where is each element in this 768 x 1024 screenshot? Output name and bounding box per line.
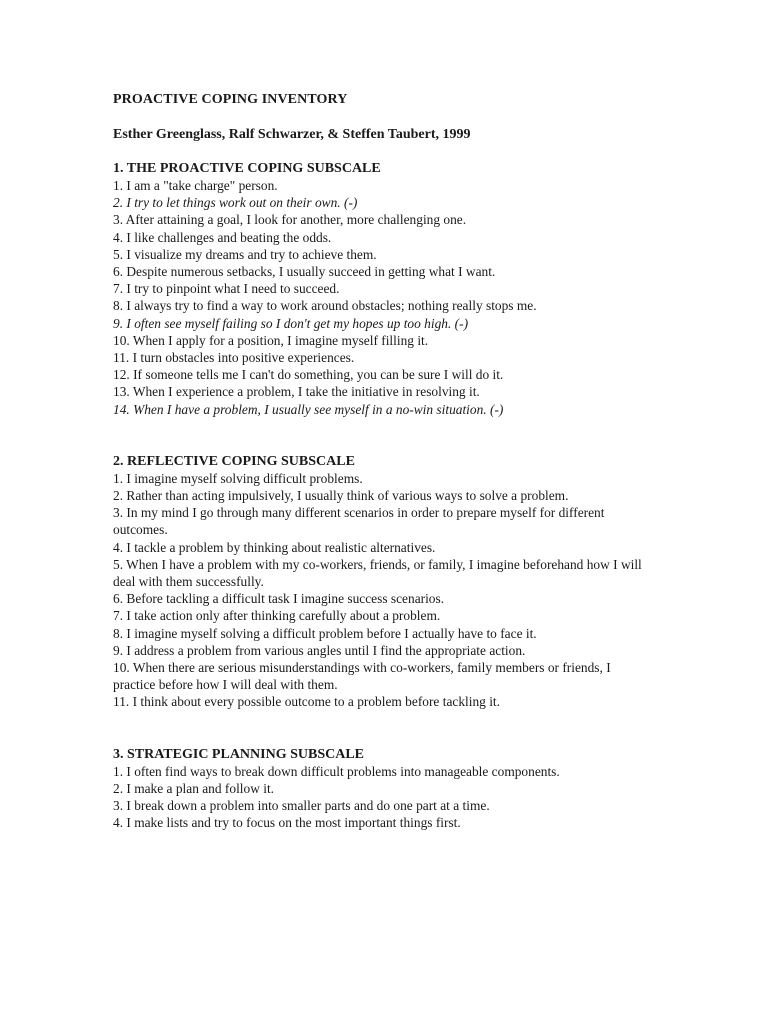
list-item: 8. I always try to find a way to work around obstacles; nothing really stops me.	[113, 298, 537, 314]
list-item: 5. When I have a problem with my co-workers, friends, or family, I imagine beforehand how I will deal with them successfully.	[113, 556, 642, 590]
section-reflective-coping	[113, 453, 653, 711]
document-title: PROACTIVE COPING INVENTORY	[113, 92, 348, 107]
document-page	[113, 91, 653, 832]
list-item: 2. Rather than acting impulsively, I usually think of various ways to solve a problem.	[113, 488, 569, 504]
list-item: 6. Despite numerous setbacks, I usually succeed in getting what I want.	[113, 264, 496, 280]
list-item: 10. When I apply for a position, I imagine myself filling it.	[113, 332, 429, 348]
list-item: 1. I am a "take charge" person.	[113, 178, 278, 193]
list-item: 5. I visualize my dreams and try to achieve them.	[113, 246, 377, 262]
section-strategic-planning	[113, 746, 653, 832]
list-item-reversed: 14. When I have a problem, I usually see myself in a no-win situation. (-)	[113, 401, 504, 417]
list-item: 4. I make lists and try to focus on the most important things first.	[113, 815, 461, 831]
list-item: 7. I try to pinpoint what I need to succeed.	[113, 281, 340, 297]
list-item-reversed: 2. I try to let things work out on their own. (-)	[113, 195, 358, 211]
list-item: 12. If someone tells me I can't do something, you can be sure I will do it.	[113, 367, 504, 383]
section-heading: 1. THE PROACTIVE COPING SUBSCALE	[113, 161, 381, 176]
list-item: 9. I address a problem from various angles until I find the appropriate action.	[113, 642, 526, 658]
list-item: 4. I tackle a problem by thinking about realistic alternatives.	[113, 539, 436, 555]
list-item: 1. I often find ways to break down difficult problems into manageable components.	[113, 763, 560, 779]
list-item: 4. I like challenges and beating the odds.	[113, 229, 332, 245]
item-list	[113, 177, 653, 418]
list-item: 2. I make a plan and follow it.	[113, 780, 275, 796]
list-item: 3. In my mind I go through many different scenarios in order to prepare myself for different outcomes.	[113, 505, 605, 538]
list-item: 3. I break down a problem into smaller parts and do one part at a time.	[113, 798, 490, 814]
section-heading: 3. STRATEGIC PLANNING SUBSCALE	[113, 746, 365, 762]
list-item: 8. I imagine myself solving a difficult problem before I actually have to face it.	[113, 625, 537, 641]
section-proactive-coping	[113, 160, 653, 418]
item-list	[113, 470, 653, 711]
list-item-reversed: 9. I often see myself failing so I don't get my hopes up too high. (-)	[113, 315, 469, 331]
section-heading: 2. REFLECTIVE COPING SUBSCALE	[113, 453, 355, 469]
list-item: 3. After attaining a goal, I look for another, more challenging one.	[113, 212, 467, 228]
item-list	[113, 763, 653, 832]
list-item: 11. I turn obstacles into positive experiences.	[113, 350, 355, 366]
document-authors: Esther Greenglass, Ralf Schwarzer, & Steffen Taubert, 1999	[113, 127, 471, 142]
list-item: 11. I think about every possible outcome to a problem before tackling it.	[113, 694, 500, 710]
list-item: 6. Before tackling a difficult task I imagine success scenarios.	[113, 591, 445, 607]
list-item: 13. When I experience a problem, I take the initiative in resolving it.	[113, 384, 480, 400]
list-item: 10. When there are serious misunderstandings with co-workers, family members or friends, I practice before how I will deal with them.	[113, 660, 611, 693]
list-item: 1. I imagine myself solving difficult problems.	[113, 470, 363, 486]
list-item: 7. I take action only after thinking carefully about a problem.	[113, 608, 441, 624]
